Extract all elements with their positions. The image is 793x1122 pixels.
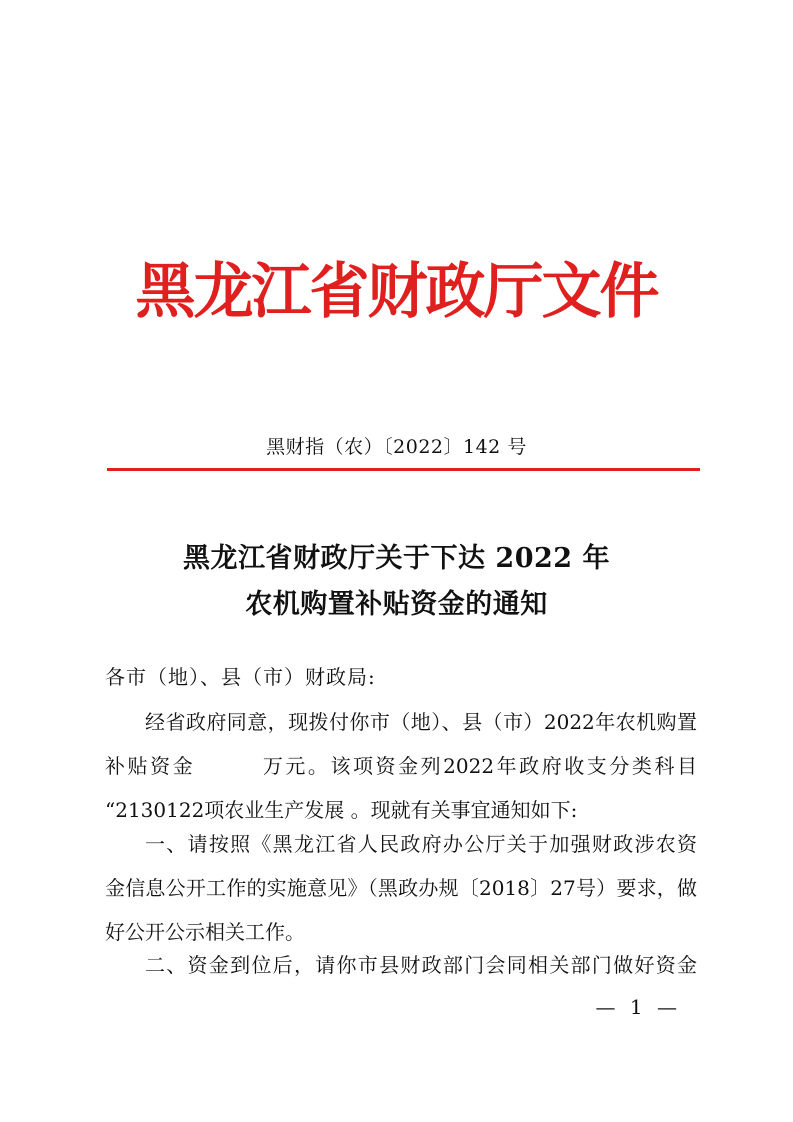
paragraph-2	[105, 822, 697, 954]
paragraph-1-line: “2130122项农业生产发展 。现就有关事宜通知如下:	[105, 798, 578, 822]
red-divider-line	[107, 468, 700, 471]
paragraph-1	[105, 700, 697, 832]
paragraph-2-line: 一、请按照《黑龙江省人民政府办公厅关于加强财政涉农资	[145, 832, 697, 856]
document-header-title: 黑龙江省财政厅文件	[135, 257, 658, 327]
page-number: — 1 —	[595, 995, 681, 1019]
paragraph-2-line: 金信息公开工作的实施意见》（黑政办规〔2018〕27号）要求，做	[105, 876, 697, 900]
paragraph-2-line: 好公开公示相关工作。	[105, 920, 305, 944]
paragraph-3	[105, 943, 697, 987]
paragraph-3-line: 二、资金到位后，请你市县财政部门会同相关部门做好资金	[145, 953, 697, 977]
paragraph-1-line: 补贴资金 万元。该项资金列2022年政府收支分类科目	[105, 754, 697, 778]
addressee: 各市（地）、县（市）财政局:	[105, 665, 376, 689]
notice-title-line-1: 黑龙江省财政厅关于下达 2022 年	[183, 543, 610, 574]
document-number: 黑财指（农）〔2022〕142 号	[266, 436, 527, 458]
paragraph-1-line: 经省政府同意，现拨付你市（地）、县（市）2022年农机购置	[145, 710, 697, 734]
notice-title-line-2: 农机购置补贴资金的通知	[245, 589, 548, 620]
